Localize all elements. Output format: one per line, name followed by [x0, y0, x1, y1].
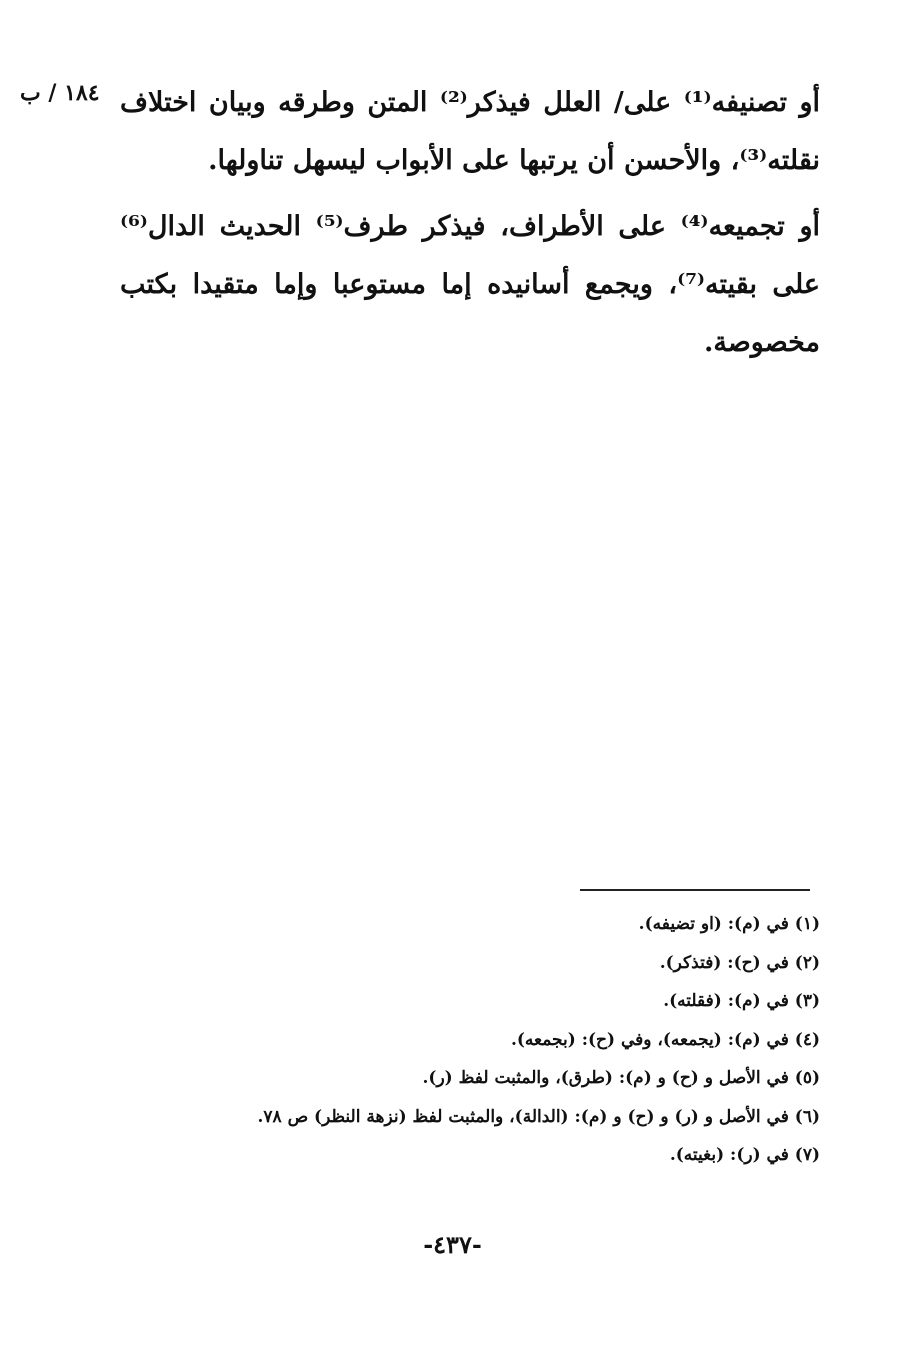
body-paragraph-1: أو تصنيفه⁽¹⁾ على/ العلل فيذكر⁽²⁾ المتن وطرقه وبيان اختلاف نقلته⁽³⁾، والأحسن أن يرتبها على الأبواب ليسهل تناولها. [120, 87, 820, 176]
body-paragraph-2: أو تجميعه⁽⁴⁾ على الأطراف، فيذكر طرف⁽⁵⁾ الحديث الدال⁽⁶⁾ على بقيته⁽⁷⁾، ويجمع أسانيده إما مستوعبا وإما متقيدا بكتب مخصوصة. [120, 211, 820, 358]
footnotes-list [100, 905, 820, 1175]
main-text-block [120, 74, 820, 380]
footnote-3: (٣) في (م): (فقلته). [663, 991, 820, 1011]
footnote-1: (١) في (م): (او تضيفه). [638, 914, 820, 934]
margin-folio-note: ١٨٤ / ب [20, 80, 100, 106]
footnote-separator [580, 889, 810, 891]
footnote-5: (٥) في الأصل و (ح) و (م): (طرق)، والمثبت لفظ (ر). [422, 1068, 820, 1088]
footnote-2: (٢) في (ح): (فتذكر). [659, 952, 820, 973]
footnote-7: (٧) في (ر): (بغيته). [669, 1145, 820, 1165]
footnote-6: (٦) في الأصل و (ر) و (ح) و (م): (الدالة)، والمثبت لفظ (نزهة النظر) ص ٧٨. [257, 1106, 820, 1127]
footnote-4: (٤) في (م): (يجمعه)، وفي (ح): (بجمعه). [510, 1029, 820, 1050]
page-number: -٤٣٧- [423, 1230, 482, 1259]
